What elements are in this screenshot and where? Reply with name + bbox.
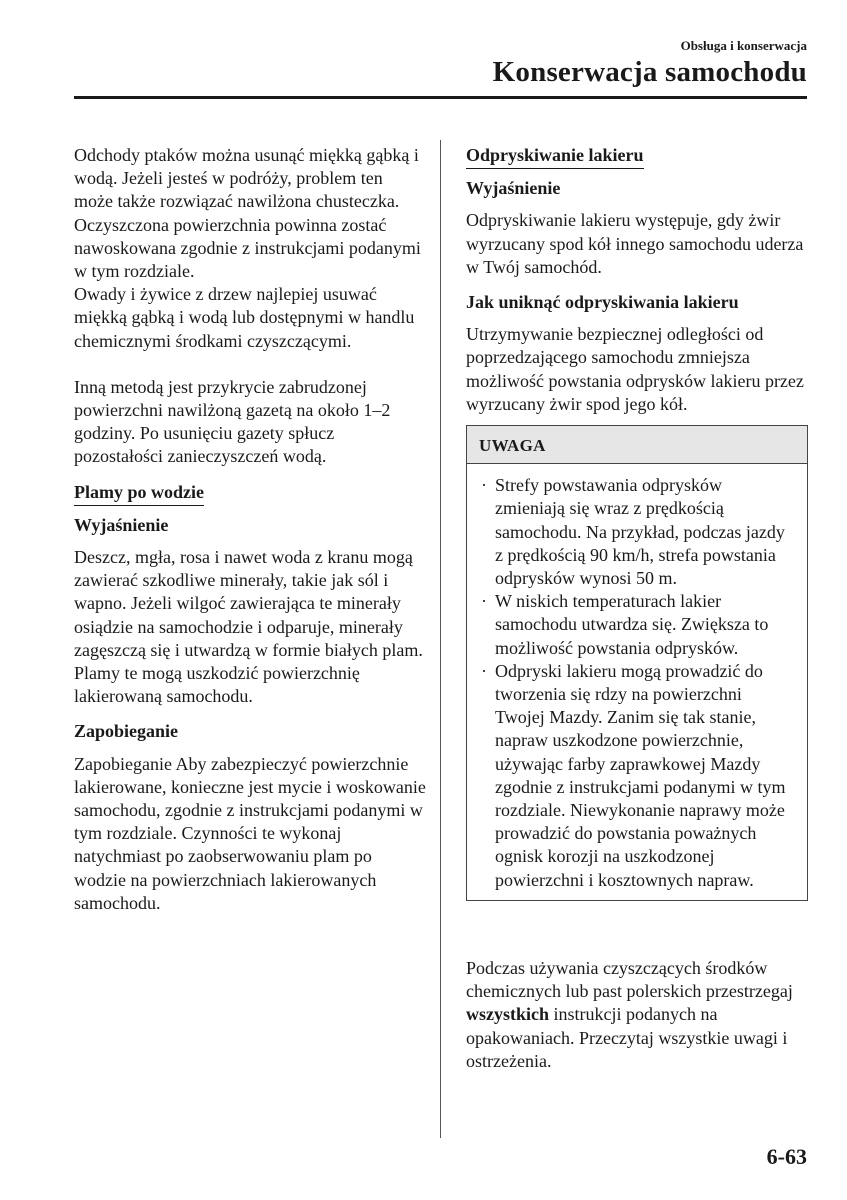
bullet-icon: · <box>481 591 487 612</box>
cleaning-chemicals-paragraph <box>466 957 808 1073</box>
right-column <box>466 144 808 1073</box>
bullet-icon: · <box>481 660 487 681</box>
bird-droppings-paragraph: Odchody ptaków można usunąć miękką gąbką i wodą. Jeżeli jesteś w podróży, problem ten może także rozwiązać nawilżona chusteczka. Oczyszczona powierzchnia powinna zostać nawoskowana zgodnie z instrukcjami podanymi w tym rozdziale. <box>74 145 421 282</box>
notice-body <box>467 464 807 900</box>
page-number: 6-63 <box>766 1144 807 1169</box>
page-title: Konserwacja samochodu <box>492 56 807 88</box>
chipping-explanation-heading: Wyjaśnienie <box>466 178 561 199</box>
notice-box <box>466 425 808 901</box>
notice-item <box>479 474 795 590</box>
header-rule <box>74 96 807 99</box>
water-spots-explanation: Deszcz, mgła, rosa i nawet woda z kranu mogą zawierać szkodliwe minerały, takie jak sól i wapno. Jeżeli wilgoć zawierająca te minerały osiądzie na samochodzie i odparuje, minerały zagęszczą się i utwardzą w formie białych plam. Plamy te mogą uszkodzić powierzchnię lakierowaną samochodu. <box>74 547 423 707</box>
column-divider <box>440 140 441 1138</box>
newspaper-paragraph: Inną metodą jest przykrycie zabrudzonej powierzchni nawilżoną gazetą na około 1–2 godziny. Po usunięciu gazety spłucz pozostałości zanieczyszczeń wodą. <box>74 376 391 467</box>
section-label: Obsługa i konserwacja <box>680 38 807 53</box>
water-spots-explanation-heading: Wyjaśnienie <box>74 514 169 535</box>
chipping-avoid-heading: Jak uniknąć odpryskiwania lakieru <box>466 292 739 313</box>
notice-item-text: W niskich temperaturach lakier samochodu utwardza się. Zwiększa to możliwość powstania odprysków. <box>495 591 769 658</box>
notice-title: UWAGA <box>467 426 807 464</box>
left-column <box>74 144 426 915</box>
water-spots-prevention-heading: Zapobieganie <box>74 721 179 742</box>
water-spots-prevention: Zapobieganie Aby zabezpieczyć powierzchnie lakierowane, konieczne jest mycie i woskowanie samochodu, zgodnie z instrukcjami podanymi w tym rozdziale. Czynności te wykonaj natychmiast po zaobserwowaniu plam po wodzie na powierzchniach lakierowanych samochodu. <box>74 753 426 913</box>
chipping-avoid: Utrzymywanie bezpiecznej odległości od poprzedzającego samochodu zmniejsza możliwość powstania odprysków lakieru przez wyrzucany żwir spod jego kół. <box>466 324 804 414</box>
notice-item-text: Odpryski lakieru mogą prowadzić do tworzenia się rdzy na powierzchni Twojej Mazdy. Zanim się tak stanie, napraw uszkodzone powierzchnie, używając farby zaprawkowej Mazdy zgodnie z instrukcjami podanymi w tym rozdziale. Niewykonanie naprawy może prowadzić do powstania poważnych ognisk korozji na uszkodzonej powierzchni i kosztownych napraw. <box>495 660 786 890</box>
final-text-before: Podczas używania czyszczących środków chemicznych lub past polerskich przestrzegaj <box>466 957 793 1002</box>
chipping-heading: Odpryskiwanie lakieru <box>466 144 644 169</box>
final-text-bold: wszystkich <box>466 1004 550 1025</box>
bullet-icon: · <box>481 475 487 496</box>
water-spots-heading: Plamy po wodzie <box>74 481 204 506</box>
notice-item <box>479 660 795 892</box>
final-text-after: instrukcji podanych na opakowaniach. Przeczytaj wszystkie uwagi i ostrzeżenia. <box>466 1004 788 1071</box>
notice-item <box>479 590 795 660</box>
notice-item-text: Strefy powstawania odprysków zmieniają się wraz z prędkością samochodu. Na przykład, podczas jazdy z prędkością 90 km/h, strefa powstania odprysków wynosi 50 m. <box>495 475 785 589</box>
chipping-explanation: Odpryskiwanie lakieru występuje, gdy żwir wyrzucany spod kół innego samochodu uderza w Twój samochód. <box>466 210 804 277</box>
insects-paragraph: Owady i żywice z drzew najlepiej usuwać miękką gąbką i wodą lub dostępnymi w handlu chemicznymi środkami czyszczącymi. <box>74 284 415 351</box>
